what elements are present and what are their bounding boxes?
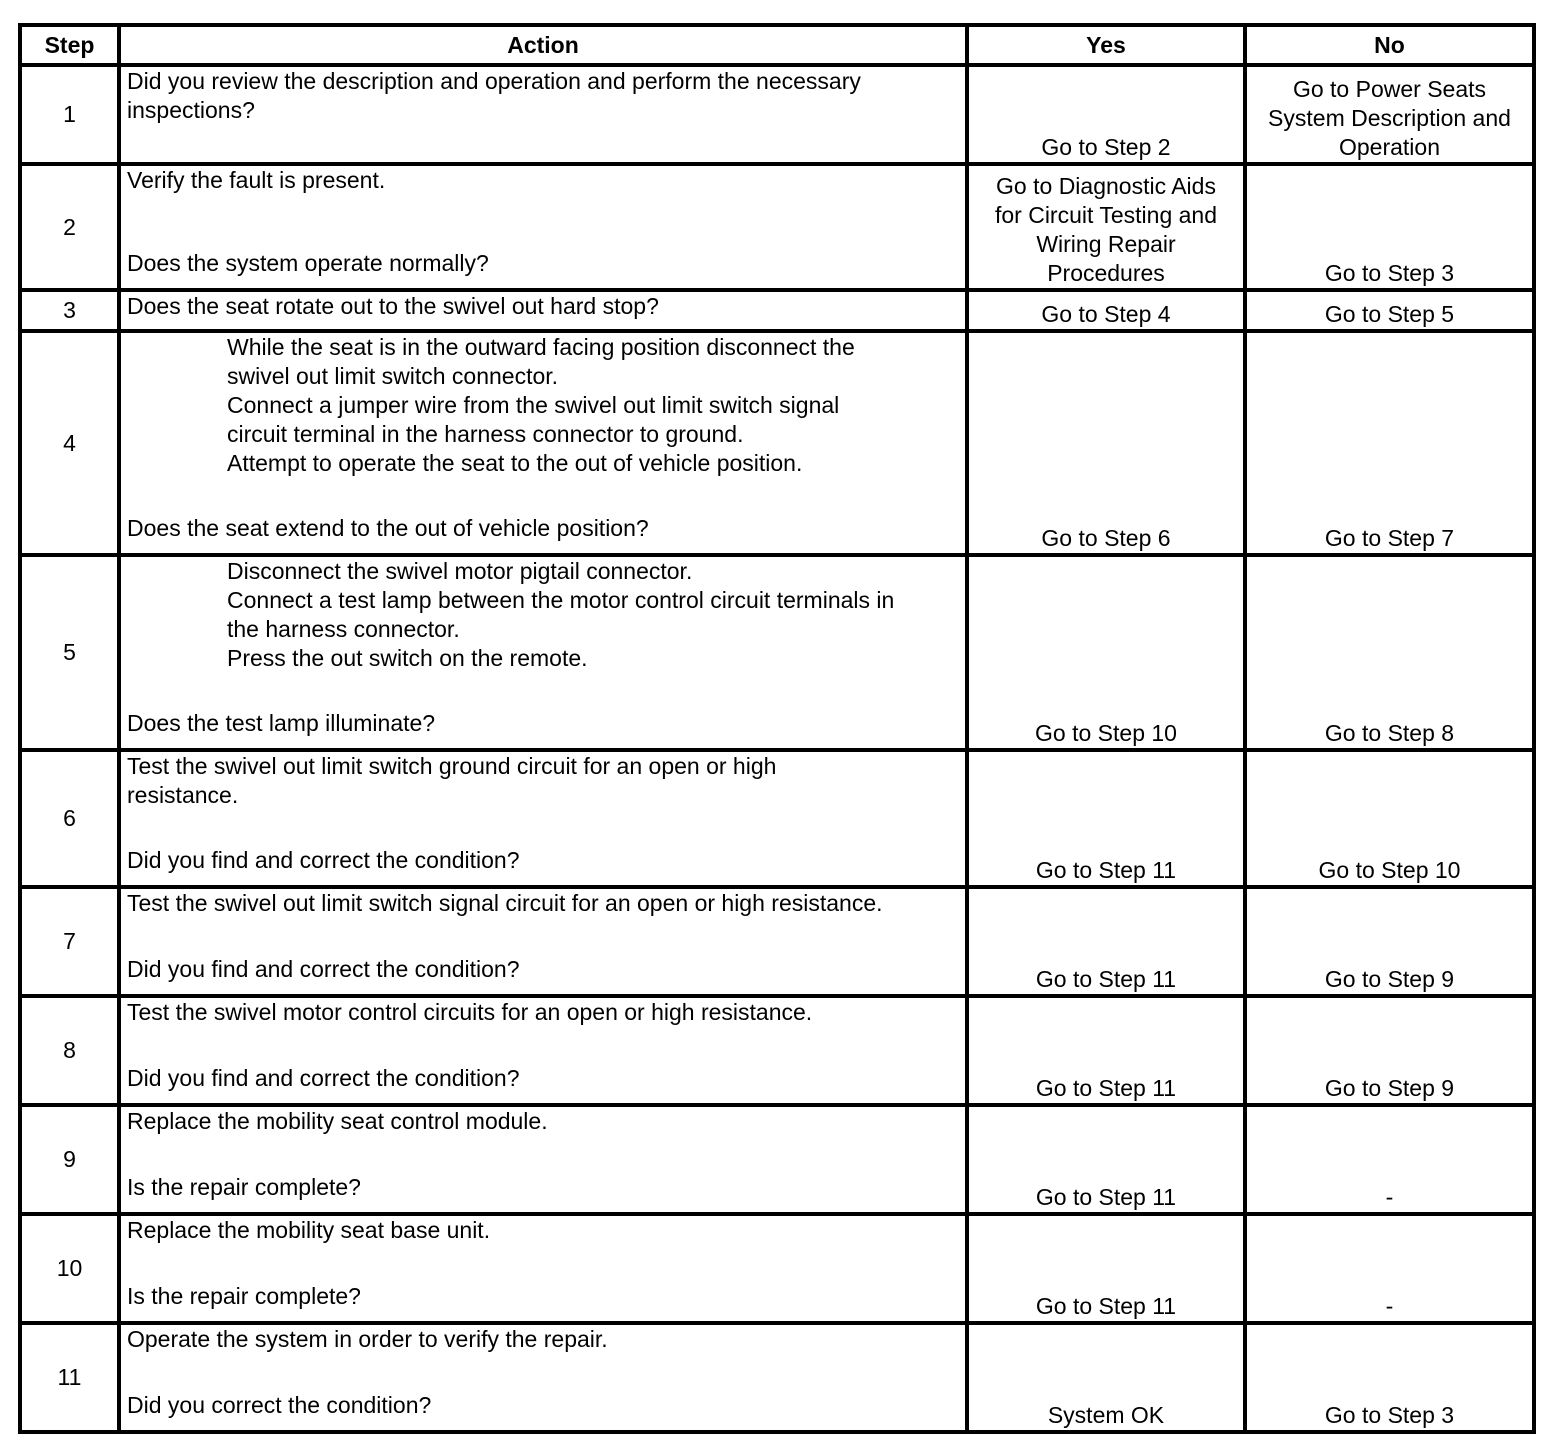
- action-cell: [119, 887, 967, 996]
- no-result-line: Go to Step 8: [1324, 720, 1455, 746]
- yes-result-cell: [967, 750, 1245, 887]
- no-result-cell: [1245, 887, 1534, 996]
- action-content: [127, 333, 959, 543]
- yes-result-line: Go to Step 6: [1041, 525, 1171, 551]
- table-row: [20, 164, 1534, 290]
- yes-result-cell: [967, 164, 1245, 290]
- table-row: [20, 65, 1534, 164]
- yes-result-line: Go to Step 11: [1035, 966, 1177, 992]
- substep-text-line: Attempt to operate the seat to the out of vehicle position.: [227, 450, 803, 476]
- table-row: [20, 1214, 1534, 1323]
- action-text-line: resistance.: [127, 782, 239, 808]
- action-spacer: [127, 1136, 959, 1165]
- no-result-cell: [1245, 555, 1534, 750]
- substep-text-line: swivel out limit switch connector.: [227, 363, 559, 389]
- table-row: [20, 290, 1534, 331]
- action-spacer: [127, 478, 959, 507]
- no-result-line: -: [1385, 1293, 1394, 1319]
- action-cell: [119, 331, 967, 555]
- step-number: 3: [20, 290, 119, 331]
- substep-text-line: circuit terminal in the harness connector to ground.: [227, 421, 744, 447]
- diagnostic-table: [18, 23, 1536, 1434]
- no-result-line: Go to Step 5: [1324, 301, 1455, 327]
- yes-result-line: System OK: [1047, 1402, 1165, 1428]
- substep-text-line: Disconnect the swivel motor pigtail connector.: [227, 558, 693, 584]
- no-result-cell: [1245, 1214, 1534, 1323]
- action-cell: [119, 65, 967, 164]
- no-result-line: Go to Step 9: [1324, 966, 1455, 992]
- action-cell: [119, 1214, 967, 1323]
- substep-text-line: Connect a test lamp between the motor control circuit terminals in: [227, 587, 895, 613]
- action-question: Did you find and correct the condition?: [127, 956, 520, 982]
- table-body: [20, 65, 1534, 1432]
- yes-result-line: Go to Step 11: [1035, 1293, 1177, 1319]
- step-number: 5: [20, 555, 119, 750]
- action-spacer: [127, 1354, 959, 1383]
- action-spacer: [127, 810, 959, 839]
- yes-result-line: Go to Step 11: [1035, 1075, 1177, 1101]
- no-result-cell: [1245, 1105, 1534, 1214]
- table-row: [20, 1105, 1534, 1214]
- step-column-header: Step: [20, 25, 119, 65]
- action-content: [127, 998, 959, 1093]
- action-cell: [119, 164, 967, 290]
- action-text-line: Test the swivel motor control circuits for an open or high resistance.: [127, 999, 813, 1025]
- action-question: Did you find and correct the condition?: [127, 1065, 520, 1091]
- no-result-cell: [1245, 331, 1534, 555]
- no-result-line: Go to Step 9: [1324, 1075, 1455, 1101]
- action-spacer: [127, 918, 959, 947]
- yes-result-cell: [967, 1214, 1245, 1323]
- action-cell: [119, 555, 967, 750]
- yes-result-cell: [967, 887, 1245, 996]
- action-spacer: [127, 1245, 959, 1274]
- action-cell: [119, 1105, 967, 1214]
- no-result-line: Go to Power Seats: [1292, 76, 1487, 102]
- action-substeps: [127, 557, 959, 673]
- action-question: Does the seat extend to the out of vehicle position?: [127, 515, 649, 541]
- action-content: [127, 1216, 959, 1311]
- yes-result-cell: [967, 996, 1245, 1105]
- substep-text-line: Connect a jumper wire from the swivel out limit switch signal: [227, 392, 840, 418]
- no-result-line: -: [1385, 1184, 1394, 1210]
- action-column-header: Action: [119, 25, 967, 65]
- table-row: [20, 887, 1534, 996]
- yes-result-cell: [967, 65, 1245, 164]
- action-text-line: Did you review the description and operation and perform the necessary: [127, 68, 861, 94]
- yes-result-line: Go to Step 4: [1041, 301, 1171, 327]
- no-column-header: No: [1245, 25, 1534, 65]
- action-content: [127, 1107, 959, 1202]
- action-content: [127, 67, 959, 152]
- no-result-cell: [1245, 290, 1534, 331]
- action-question: Did you find and correct the condition?: [127, 847, 520, 873]
- action-spacer: [127, 195, 959, 224]
- yes-result-line: Go to Step 11: [1035, 857, 1177, 883]
- yes-result-line: for Circuit Testing and: [994, 202, 1217, 228]
- yes-result-cell: [967, 331, 1245, 555]
- action-text-line: Verify the fault is present.: [127, 167, 386, 193]
- no-result-cell: [1245, 164, 1534, 290]
- no-result-cell: [1245, 1323, 1534, 1432]
- action-content: [127, 889, 959, 984]
- yes-result-line: Go to Diagnostic Aids: [996, 173, 1216, 199]
- step-number: 4: [20, 331, 119, 555]
- yes-result-line: Wiring Repair: [1036, 231, 1176, 257]
- action-question: Is the repair complete?: [127, 1283, 361, 1309]
- no-result-line: Operation: [1338, 134, 1440, 160]
- step-number: 7: [20, 887, 119, 996]
- no-result-line: Go to Step 3: [1324, 260, 1455, 286]
- action-text-line: Operate the system in order to verify the repair.: [127, 1326, 608, 1352]
- table-row: [20, 750, 1534, 887]
- action-content: [127, 752, 959, 875]
- table-header-row: [20, 25, 1534, 65]
- action-text-line: Replace the mobility seat base unit.: [127, 1217, 491, 1243]
- action-cell: [119, 750, 967, 887]
- step-number: 2: [20, 164, 119, 290]
- action-text-line: Does the seat rotate out to the swivel out hard stop?: [127, 293, 659, 319]
- action-question: Does the system operate normally?: [127, 250, 489, 276]
- step-number: 6: [20, 750, 119, 887]
- action-spacer: [127, 673, 959, 702]
- yes-result-cell: [967, 1105, 1245, 1214]
- no-result-cell: [1245, 996, 1534, 1105]
- action-substeps: [127, 333, 959, 478]
- action-text-line: Test the swivel out limit switch ground circuit for an open or high: [127, 753, 777, 779]
- action-content: [127, 166, 959, 278]
- step-number: 8: [20, 996, 119, 1105]
- yes-result-line: Go to Step 10: [1035, 720, 1177, 746]
- action-text-line: Replace the mobility seat control module.: [127, 1108, 548, 1134]
- table-row: [20, 331, 1534, 555]
- no-result-line: Go to Step 10: [1318, 857, 1461, 883]
- substep-text-line: Press the out switch on the remote.: [227, 645, 588, 671]
- step-number: 11: [20, 1323, 119, 1432]
- table-row: [20, 996, 1534, 1105]
- action-content: [127, 1325, 959, 1420]
- step-number: 10: [20, 1214, 119, 1323]
- action-cell: [119, 1323, 967, 1432]
- action-spacer: [127, 1027, 959, 1056]
- step-number: 1: [20, 65, 119, 164]
- action-question: Did you correct the condition?: [127, 1392, 432, 1418]
- action-text-line: inspections?: [127, 97, 255, 123]
- yes-result-cell: [967, 555, 1245, 750]
- yes-result-cell: [967, 290, 1245, 331]
- yes-result-cell: [967, 1323, 1245, 1432]
- table-row: [20, 1323, 1534, 1432]
- table-row: [20, 555, 1534, 750]
- substep-text-line: While the seat is in the outward facing position disconnect the: [227, 334, 855, 360]
- action-content: [127, 292, 959, 321]
- step-number: 9: [20, 1105, 119, 1214]
- no-result-line: Go to Step 3: [1324, 1402, 1455, 1428]
- action-text-line: Test the swivel out limit switch signal circuit for an open or high resistance.: [127, 890, 883, 916]
- action-question: Does the test lamp illuminate?: [127, 710, 436, 736]
- yes-result-line: Go to Step 11: [1035, 1184, 1177, 1210]
- no-result-cell: [1245, 750, 1534, 887]
- substep-text-line: the harness connector.: [227, 616, 460, 642]
- no-result-line: System Description and: [1268, 105, 1511, 131]
- yes-column-header: Yes: [967, 25, 1245, 65]
- no-result-line: Go to Step 7: [1324, 525, 1455, 551]
- yes-result-line: Go to Step 2: [1041, 134, 1171, 160]
- action-cell: [119, 996, 967, 1105]
- action-cell: [119, 290, 967, 331]
- yes-result-line: Procedures: [1047, 260, 1165, 286]
- action-content: [127, 557, 959, 738]
- no-result-cell: [1245, 65, 1534, 164]
- action-question: Is the repair complete?: [127, 1174, 361, 1200]
